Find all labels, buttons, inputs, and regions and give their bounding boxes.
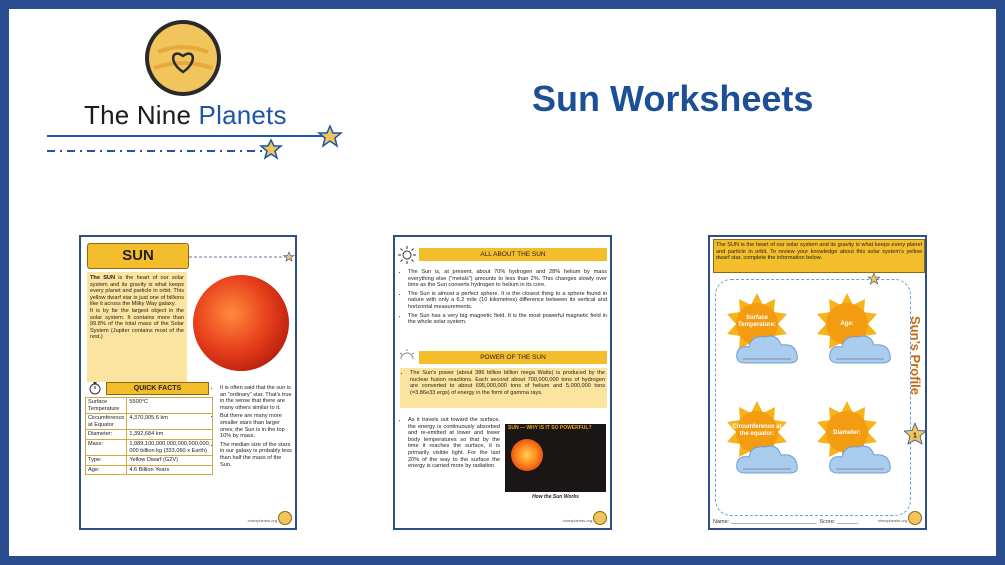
cloud-icon [828, 333, 894, 365]
table-row: Mass: 1,989,100,000,000,000,000,000, 000 billion kg (333,060 x Earth) [86, 439, 213, 455]
list-item: • The Sun is almost a perfect sphere. It is the closest thing to a sphere found in nature with only a 6.2 mile (10 kilometres) difference between its vertical and horizontal measurements. [408, 291, 607, 311]
quick-facts-table [85, 397, 213, 475]
label-surface-temperature: Surface Temperature: [738, 315, 776, 328]
sun-diagram-icon [511, 439, 543, 471]
label-age: Age: [840, 321, 854, 327]
power-of-sun-heading: POWER OF THE SUN [419, 351, 607, 364]
list-item: • The Sun has a very big magnetic field. It is the most powerful magnetic field in the whole solar system. [408, 313, 607, 326]
stopwatch-icon [87, 381, 103, 395]
sun-photo [193, 275, 289, 371]
sun-infographic [505, 424, 606, 492]
sun-profile-side-title: Sun’s Profile [908, 315, 923, 395]
worksheet-thumbnail-sun-facts[interactable] [79, 235, 297, 530]
energy-travel-text [400, 417, 500, 472]
logo-text: The Nine Planets [84, 100, 287, 130]
quick-facts-banner: QUICK FACTS [106, 382, 209, 395]
infographic-title: SUN — WHY IS IT SO POWERFUL? [508, 425, 592, 431]
worksheet-thumbnail-all-about-sun[interactable] [393, 235, 612, 530]
list-item: • But there are many more smaller stars than larger ones; the Sun is in the top 10% by mass. [220, 413, 294, 439]
table-row: Circumference at Equator 4,370,005.6 km [86, 414, 213, 430]
logo-badge-icon [908, 511, 922, 525]
label-diameter: Diameter: [833, 430, 861, 436]
dashed-star-line-icon [189, 251, 295, 265]
list-item: • The Sun’s power (about 386 billion billion mega Watts) is produced by the nuclear fusion reactions. Each second about 700,000,000 tons of hydrogen are converted to about 695,000,000 tons of helium and 5,000,000 tons (=3.86e33 ergs) of energy in the form of gamma rays. [410, 370, 605, 396]
logo[interactable] [40, 14, 350, 164]
table-row: Age: 4.6 Billion Years [86, 465, 213, 475]
cloud-icon [735, 333, 801, 365]
logo-badge-icon [278, 511, 292, 525]
footer-url: ninezplanets.org [877, 518, 907, 524]
list-item: • The median size of the stars in our galaxy is probably less than half the mass of the Sun. [220, 442, 294, 468]
sun-bullets [212, 385, 294, 470]
planet-logo-icon [40, 14, 350, 164]
page-number-star-icon [904, 423, 926, 445]
logo-badge-icon [593, 511, 607, 525]
cloud-icon [828, 443, 894, 475]
name-score-line: Name: ____________________________ Score: _______ [713, 518, 859, 525]
footer-url: ninezplanets.org [562, 518, 592, 524]
worksheet-thumbnail-sun-profile[interactable] [708, 235, 927, 530]
footer-url: ninezplanets.org [247, 518, 277, 524]
star-icon [868, 273, 880, 285]
page-title: Sun Worksheets [532, 78, 814, 119]
cloud-icon [735, 443, 801, 475]
sun-banner: SUN [87, 243, 189, 269]
list-item: • As it travels out toward the surface, the energy is continuously absorbed and re-emitted at lower and lower body temperatures so that by the time it reaches the surface, it is primarily visible light. For the last 20% of the way to the surface the energy is carried more by radiation. [408, 417, 500, 470]
sun-intro: The SUN is the heart of our solar system and its gravity is what keeps every planet and particle in orbit. This yellow dwarf star is just one of billions like it across the Milky Way galaxy. It is by far the largest object in the solar system. It contains more than 99.8% of the total mass of the Solar System (Jupiter contains most of the rest.) [87, 272, 187, 382]
list-item: • It is often said that the sun is an “ordinary” star. That’s true in the sense that there are many others similar to it. [220, 385, 294, 411]
table-row: Type: Yellow Dwarf (G2V) [86, 456, 213, 466]
all-about-sun-heading: ALL ABOUT THE SUN [419, 248, 607, 261]
table-row: Diameter: 1,392,684 km [86, 430, 213, 440]
list-item: • The Sun is, at present, about 70% hydrogen and 28% helium by mass everything else (“metals”) amounts to less than 2%. This changes slowly over time as the Sun converts hydrogen to helium in its core. [408, 269, 607, 289]
profile-intro: The SUN is the heart of our solar system and its gravity is what keeps every planet and particle in orbit. To review your knowledge about this solar system’s yellow dwarf star, complete the information below. [713, 239, 925, 273]
sun-outline-icon [398, 246, 416, 264]
sunrise-icon [398, 349, 416, 361]
infographic-caption: How the Sun Works [532, 494, 579, 500]
all-about-sun-bullets [400, 269, 607, 328]
table-row: Surface Temperature 5500°C [86, 398, 213, 414]
label-circumference: Circumference at the equator: [732, 424, 782, 437]
power-of-sun-text [400, 368, 607, 408]
page-number: 1 [913, 432, 917, 440]
